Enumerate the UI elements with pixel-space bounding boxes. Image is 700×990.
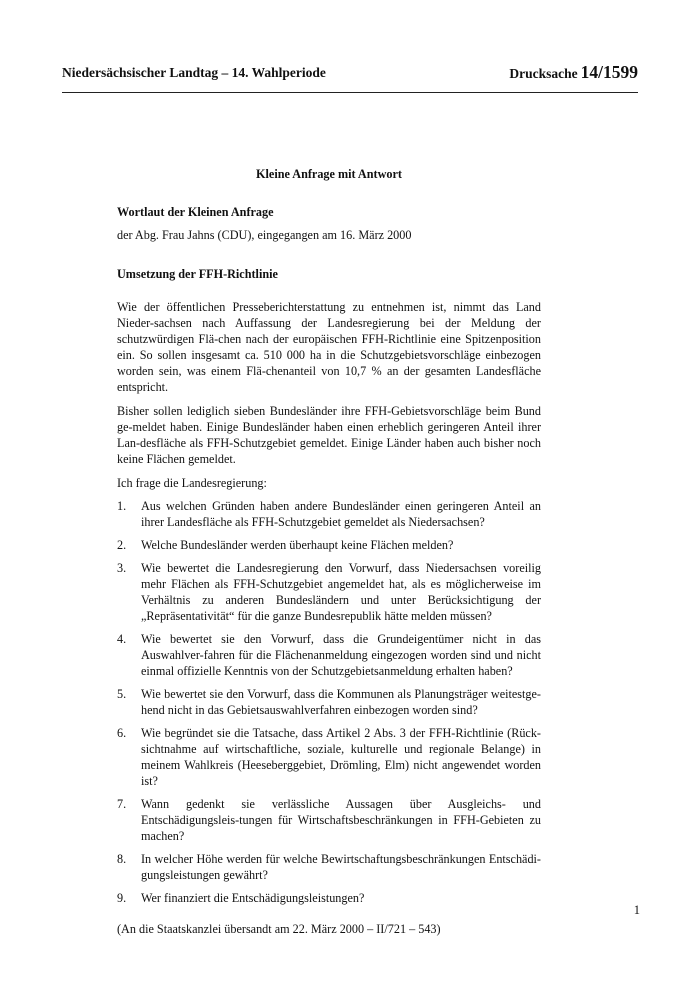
author-line: der Abg. Frau Jahns (CDU), eingegangen am 16. März 2000 [117,228,412,242]
question-number: 8. [117,852,127,866]
parliament-title: Niedersächsischer Landtag – 14. Wahlperiode [62,65,326,80]
question-item [117,560,541,624]
paragraph: Bisher sollen lediglich sieben Bundesländer ihre FFH-Gebietsvorschläge beim Bund ge-meldet haben. Einige Bundesländer haben einen erheblich geringeren Anteil ihrer Lan-desfläche als FFH-Schutzgebiet gemeldet. Einige Länder haben auch bisher noch keine Flächen gemeldet. [117,404,541,466]
page-header [62,56,638,93]
question-number: 6. [117,726,127,740]
question-number: 7. [117,797,127,811]
question-item [117,890,541,906]
question-text: Wie begründet sie die Tatsache, dass Artikel 2 Abs. 3 der FFH-Richtlinie (Rück-sichtnahme auf wirtschaftliche, soziale, kulturelle und regionale Belange) in meinem Wahlkreis (Heeseberggebiet, Drömling, Elm) nicht angewendet worden ist? [141,726,541,788]
question-number: 9. [117,891,127,905]
question-number: 3. [117,561,127,575]
question-item [117,851,541,883]
question-text: Wer finanziert die Entschädigungsleistungen? [141,891,365,905]
question-item [117,631,541,679]
section-heading: Wortlaut der Kleinen Anfrage [117,205,274,219]
question-text: Aus welchen Gründen haben andere Bundesländer einen geringeren Anteil an ihrer Landesfläche als FFH-Schutzgebiet gemeldet als Niedersachsen? [141,499,541,529]
question-text: Wie bewertet sie den Vorwurf, dass die Kommunen als Planungsträger weitestge-hend nicht in das Gebietsauswahlverfahren einbezogen worden sind? [141,687,541,717]
question-text: Wann gedenkt sie verlässliche Aussagen über Ausgleichs- und Entschädigungsleis-tungen für Wirtschaftsbeschränkungen in FFH-Gebieten zu machen? [141,797,541,843]
question-text: Wie bewertet die Landesregierung den Vorwurf, dass Niedersachsen voreilig mehr Flächen als FFH-Schutzgebiet angemeldet hat, als es möglicherweise im Verhältnis zu anderen Bundesländern und unter Berücksichtigung der „Repräsentativität“ für die ganze Bundesrepublik hätte melden müssen? [141,561,541,623]
paragraph: Wie der öffentlichen Presseberichterstattung zu entnehmen ist, nimmt das Land Nieder-sachsen nach Auffassung der Landesregierung bei der Meldung der schutzwürdigen Flä-chen nach der europäischen FFH-Richtlinie eine Spitzenposition ein. So sollen insgesamt ca. 510 000 ha in die Schutzgebietsvorschläge einbezogen worden sein, was einem Flä-chenanteil von 10,7 % an der gesamten Landesfläche entspricht. [117,300,541,394]
question-text: In welcher Höhe werden für welche Bewirtschaftungsbeschränkungen Entschädi-gungsleistungen gewährt? [141,852,541,882]
question-item [117,686,541,718]
question-number: 1. [117,499,127,513]
question-item [117,725,541,789]
question-intro: Ich frage die Landesregierung: [117,476,267,490]
question-list [117,498,541,906]
question-text: Welche Bundesländer werden überhaupt keine Flächen melden? [141,538,454,552]
question-number: 5. [117,687,127,701]
question-item [117,498,541,530]
question-text: Wie bewertet sie den Vorwurf, dass die Grundeigentümer nicht in das Auswahlver-fahren für die Flächenanmeldung eingezogen worden sind und nicht einmal offizielle Kenntnis von der Schutzgebietsanmeldung erhalten haben? [141,632,541,678]
question-number: 4. [117,632,127,646]
subject-heading: Umsetzung der FFH-Richtlinie [117,267,278,281]
document-title: Kleine Anfrage mit Antwort [256,167,402,181]
question-number: 2. [117,538,127,552]
drucksache-label: Drucksache [509,66,578,81]
drucksache-reference [509,62,638,83]
question-item [117,796,541,844]
document-body [117,166,541,937]
drucksache-number: 14/1599 [580,62,638,82]
page-number: 1 [633,903,640,917]
closing-note: (An die Staatskanzlei übersandt am 22. März 2000 – II/721 – 543) [117,922,441,936]
question-item [117,537,541,553]
